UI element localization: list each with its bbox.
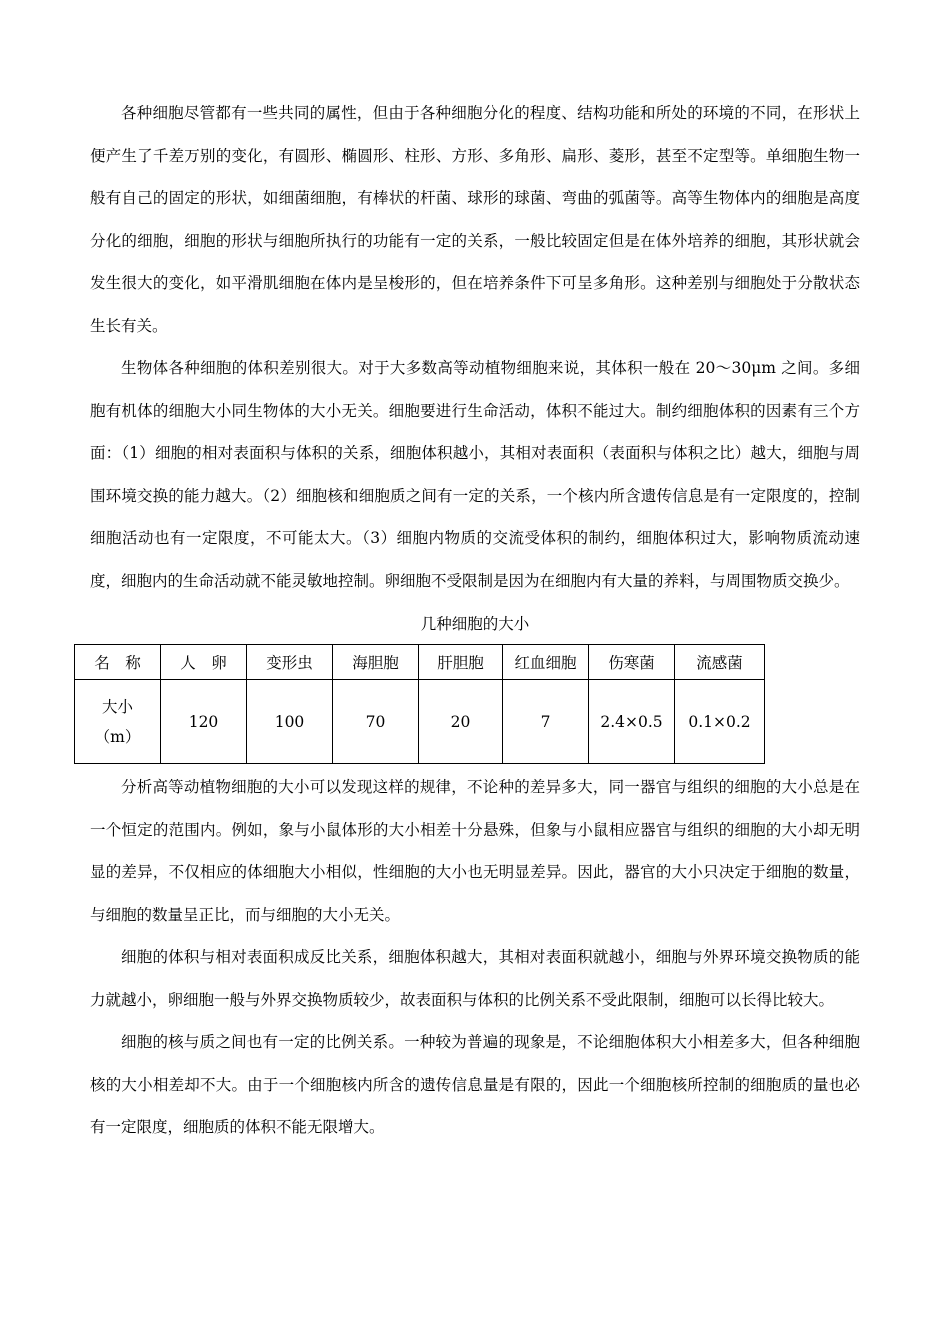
table-cell: 100 <box>247 680 333 764</box>
table-cell: 7 <box>503 680 589 764</box>
table-header-cell: 名 称 <box>75 645 161 680</box>
document-page <box>90 92 860 1149</box>
table-header-cell: 肝胆胞 <box>419 645 503 680</box>
table-header-cell: 红血细胞 <box>503 645 589 680</box>
table-header-cell: 伤寒菌 <box>589 645 675 680</box>
paragraph-cell-shape: 各种细胞尽管都有一些共同的属性，但由于各种细胞分化的程度、结构功能和所处的环境的不同，在形状上便产生了千差万别的变化，有圆形、椭圆形、柱形、方形、多角形、扁形、菱形，甚至不定型等。单细胞生物一般有自己的固定的形状，如细菌细胞，有棒状的杆菌、球形的球菌、弯曲的弧菌等。高等生物体内的细胞是高度分化的细胞，细胞的形状与细胞所执行的功能有一定的关系，一般比较固定但是在体外培养的细胞，其形状就会发生很大的变化，如平滑肌细胞在体内是呈梭形的，但在培养条件下可呈多角形。这种差别与细胞处于分散状态生长有关。 <box>90 104 860 335</box>
paragraph-nucleus-ratio: 细胞的核与质之间也有一定的比例关系。一种较为普遍的现象是，不论细胞体积大小相差多大，但各种细胞核的大小相差却不大。由于一个细胞核内所含的遗传信息量是有限的，因此一个细胞核所控制的细胞质的量也必有一定限度，细胞质的体积不能无限增大。 <box>90 1033 860 1136</box>
table-header-row <box>75 645 765 680</box>
table-caption: 几种细胞的大小 <box>420 615 530 633</box>
paragraph-surface-ratio: 细胞的体积与相对表面积成反比关系，细胞体积越大，其相对表面积就越小，细胞与外界环境交换物质的能力就越小，卵细胞一般与外界交换物质较少，故表面积与体积的比例关系不受此限制，细胞可以长得比较大。 <box>90 948 860 1009</box>
table-row <box>75 680 765 764</box>
row-label-line1: 大小 <box>101 697 133 716</box>
table-cell: 120 <box>161 680 247 764</box>
paragraph-size-rule: 分析高等动植物细胞的大小可以发现这样的规律，不论种的差异多大，同一器官与组织的细胞的大小总是在一个恒定的范围内。例如，象与小鼠体形的大小相差十分悬殊，但象与小鼠相应器官与组织的细胞的大小却无明显的差异，不仅相应的体细胞大小相似，性细胞的大小也无明显差异。因此，器官的大小只决定于细胞的数量，与细胞的数量呈正比，而与细胞的大小无关。 <box>90 778 860 924</box>
table-header-cell: 人 卵 <box>161 645 247 680</box>
table-cell: 2.4×0.5 <box>589 680 675 764</box>
table-cell: 20 <box>419 680 503 764</box>
table-cell: 0.1×0.2 <box>675 680 765 764</box>
table-header-cell: 变形虫 <box>247 645 333 680</box>
table-row-label <box>75 680 161 764</box>
paragraph-cell-volume: 生物体各种细胞的体积差别很大。对于大多数高等动植物细胞来说，其体积一般在 20～30μm 之间。多细胞有机体的细胞大小同生物体的大小无关。细胞要进行生命活动，体积不能过大。制约细胞体积的因素有三个方面：（1）细胞的相对表面积与体积的关系，细胞体积越小，其相对表面积（表面积与体积之比）越大，细胞与周围环境交换的能力越大。（2）细胞核和细胞质之间有一定的关系，一个核内所含遗传信息是有一定限度的，控制细胞活动也有一定限度，不可能太大。（3）细胞内物质的交流受体积的制约，细胞体积过大，影响物质流动速度，细胞内的生命活动就不能灵敏地控制。卵细胞不受限制是因为在细胞内有大量的养料，与周围物质交换少。 <box>90 359 860 590</box>
row-label-line2: （m） <box>94 727 141 746</box>
table-header-cell: 海胆胞 <box>333 645 419 680</box>
table-header-cell: 流感菌 <box>675 645 765 680</box>
table-cell: 70 <box>333 680 419 764</box>
cell-size-table <box>74 644 765 764</box>
